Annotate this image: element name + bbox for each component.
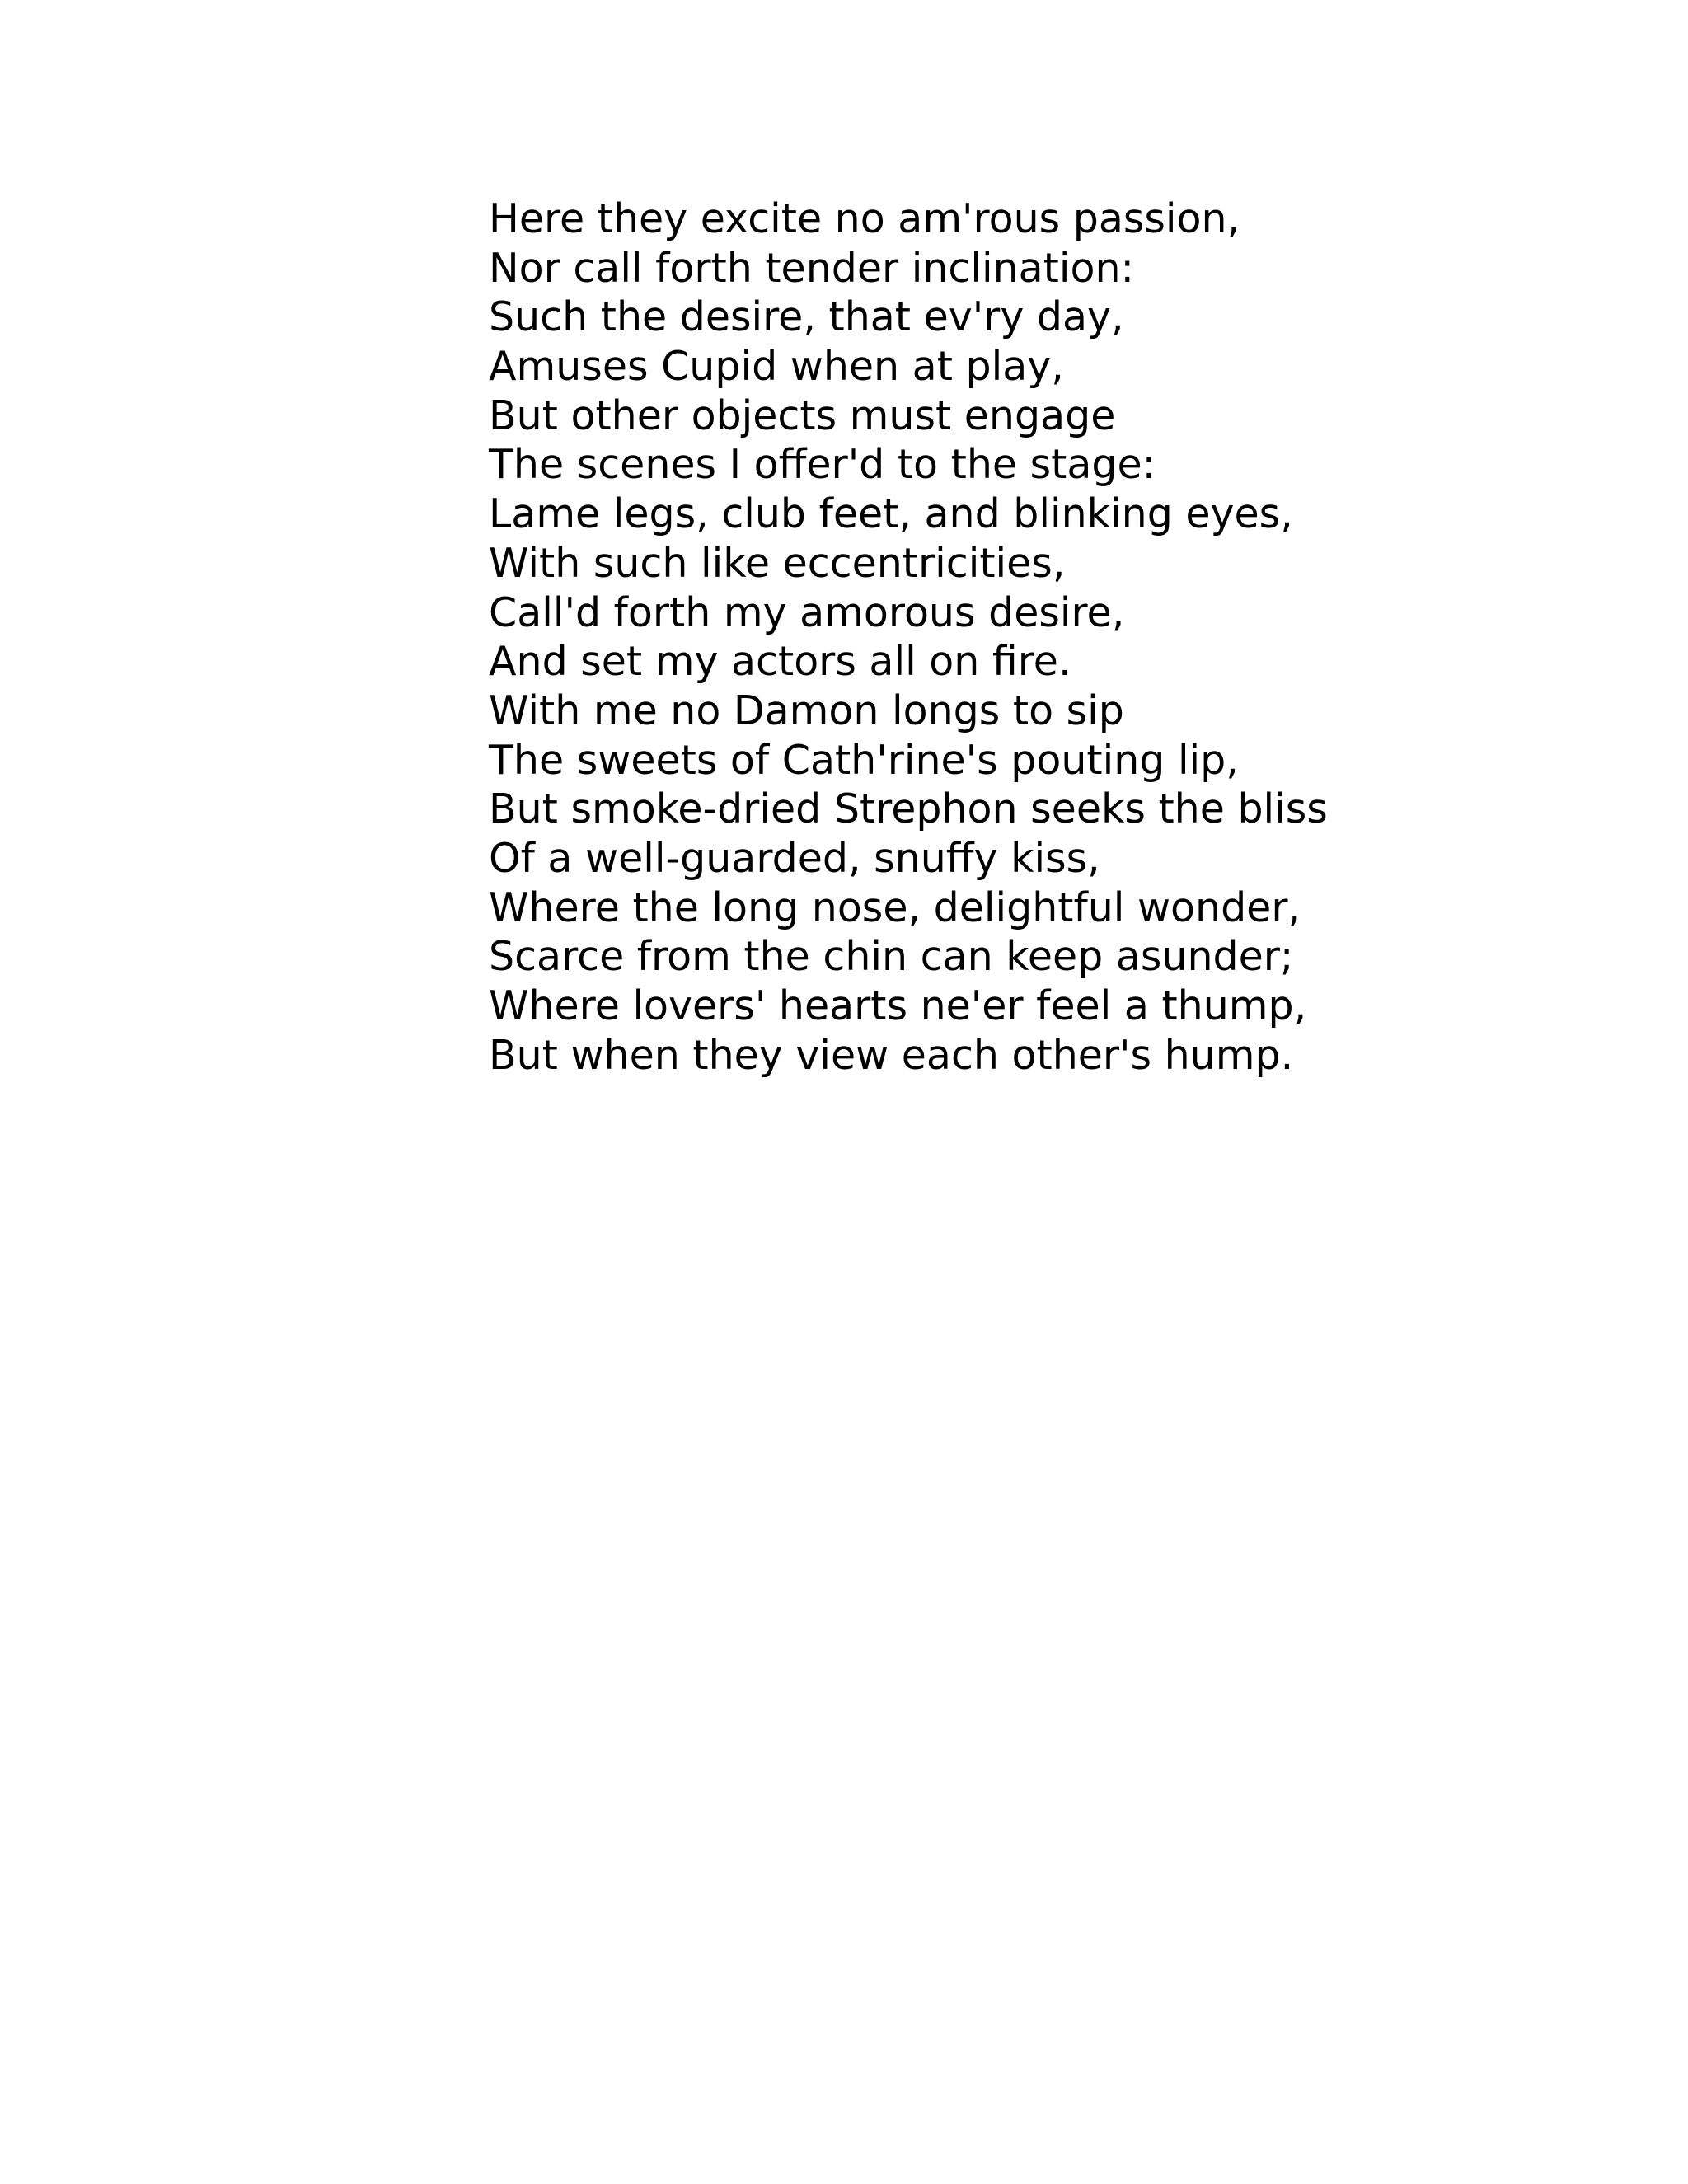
- poem-line: But when they view each other's hump.: [489, 1031, 1294, 1079]
- poem-line: The scenes I offer'd to the stage:: [489, 441, 1156, 489]
- poem-line: Lame legs, club feet, and blinking eyes,: [489, 490, 1293, 538]
- poem-line: With such like eccentricities,: [489, 539, 1066, 587]
- poem-line: Here they excite no am'rous passion,: [489, 195, 1240, 242]
- poem-line: Where the long nose, delightful wonder,: [489, 883, 1301, 931]
- poem-line: Where lovers' hearts ne'er feel a thump,: [489, 982, 1307, 1029]
- poem-line: But other objects must engage: [489, 391, 1116, 439]
- poem-line: Such the desire, that ev'ry day,: [489, 293, 1124, 341]
- poem-line: And set my actors all on fire.: [489, 638, 1071, 686]
- poem-line: Scarce from the chin can keep asunder;: [489, 933, 1294, 981]
- poem-line: The sweets of Cath'rine's pouting lip,: [489, 736, 1239, 784]
- poem-line: Amuses Cupid when at play,: [489, 343, 1064, 391]
- poem-line: But smoke-dried Strephon seeks the bliss: [489, 785, 1328, 833]
- poem-line: Call'd forth my amorous desire,: [489, 588, 1125, 636]
- poem-line: Nor call forth tender inclination:: [489, 244, 1135, 292]
- poem-text: [489, 194, 1328, 1080]
- poem-line: Of a well-guarded, snuffy kiss,: [489, 834, 1100, 882]
- poem-line: With me no Damon longs to sip: [489, 687, 1124, 734]
